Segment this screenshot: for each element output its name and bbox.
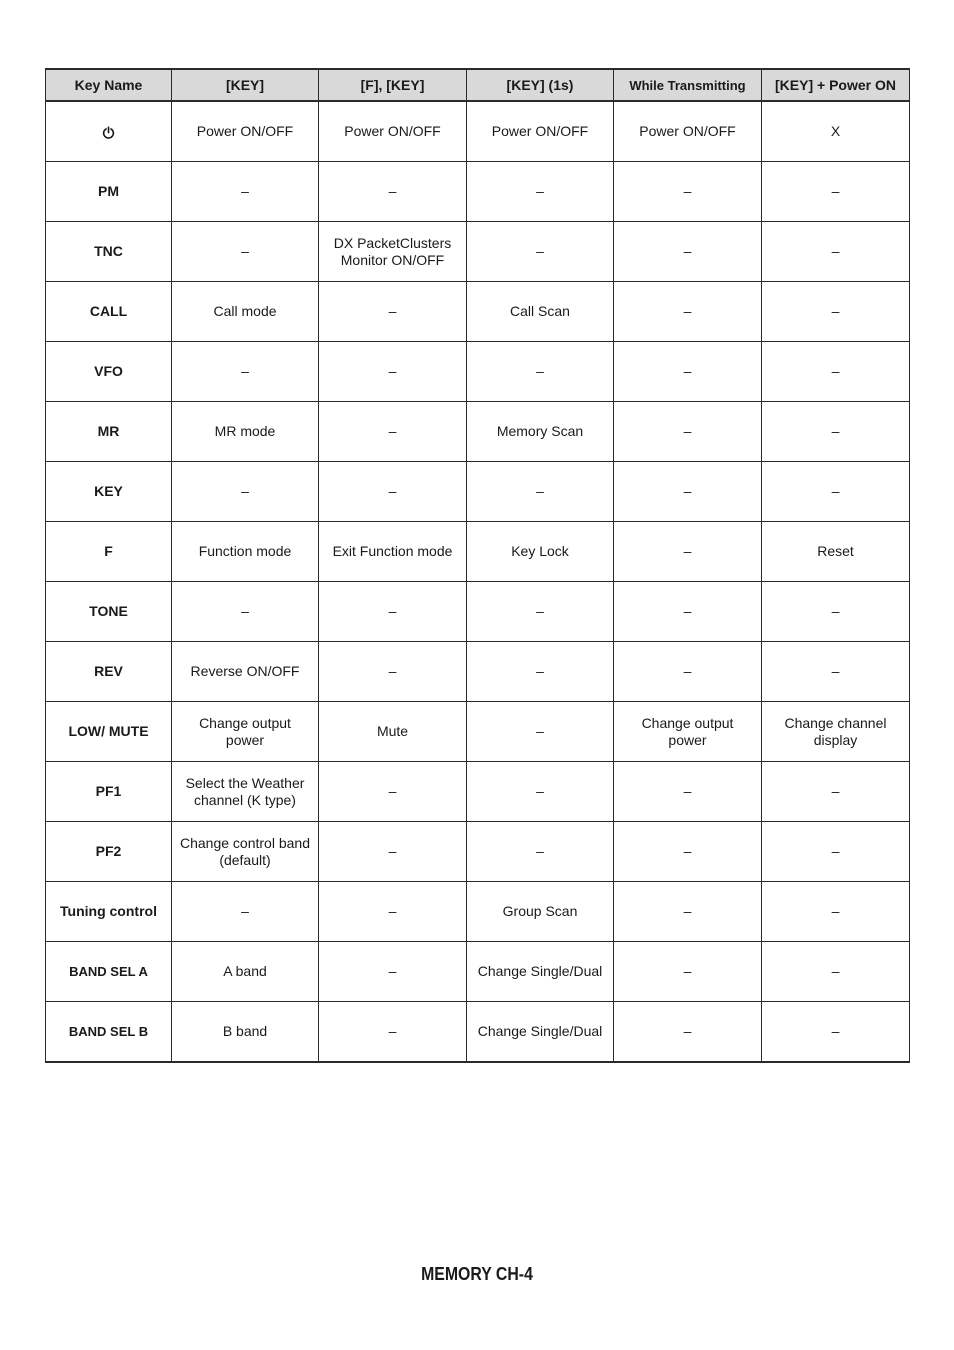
table-cell [762, 162, 910, 222]
cell-text: – [536, 243, 544, 259]
cell-text: – [831, 783, 840, 799]
cell-text: MR mode [214, 423, 276, 439]
cell-text: – [536, 723, 544, 739]
table-cell [614, 822, 762, 882]
table-cell [319, 101, 467, 162]
table-cell [319, 882, 467, 942]
table-cell [762, 642, 910, 702]
cell-text: Change channel display [784, 714, 887, 748]
table-cell [614, 402, 762, 462]
table-cell [762, 282, 910, 342]
table-cell [319, 222, 467, 282]
cell-text: – [388, 423, 397, 439]
table-row [46, 762, 910, 822]
cell-text: – [388, 483, 397, 499]
table-cell [172, 762, 319, 822]
cell-text: – [536, 603, 544, 619]
cell-text: – [241, 243, 249, 259]
table-row [46, 582, 910, 642]
table-row [46, 522, 910, 582]
page-footer-title: MEMORY CH-4 [421, 1264, 533, 1284]
table-cell [614, 282, 762, 342]
cell-text: Call Scan [510, 303, 570, 319]
key-name-cell [46, 162, 172, 222]
cell-text: X [830, 123, 841, 139]
cell-text: – [683, 603, 692, 619]
cell-text: Select the Weather channel (K type) [185, 774, 305, 808]
cell-text: – [831, 483, 840, 499]
table-cell [172, 522, 319, 582]
key-function-table [45, 68, 910, 1063]
cell-text: – [241, 363, 249, 379]
key-name-cell [46, 1002, 172, 1063]
key-name-label: PF2 [95, 843, 122, 859]
table-cell [467, 942, 614, 1002]
table-cell [172, 462, 319, 522]
cell-text: – [831, 183, 840, 199]
table-header-row [46, 69, 910, 101]
table-cell [319, 1002, 467, 1063]
cell-text: – [536, 783, 544, 799]
header-f-key: [F], [KEY] [319, 69, 467, 101]
table-cell [319, 522, 467, 582]
table-cell [614, 702, 762, 762]
cell-text: – [831, 243, 840, 259]
table-cell [172, 822, 319, 882]
key-name-cell [46, 942, 172, 1002]
cell-text: Key Lock [511, 543, 569, 559]
cell-text: Memory Scan [496, 423, 584, 439]
cell-text: Change output power [641, 714, 734, 748]
table-cell [614, 642, 762, 702]
cell-text: Power ON/OFF [491, 123, 589, 139]
power-icon [102, 126, 115, 139]
table-cell [467, 222, 614, 282]
key-name-cell [46, 702, 172, 762]
table-cell [172, 402, 319, 462]
key-name-label: CALL [89, 303, 128, 319]
table-cell [467, 342, 614, 402]
cell-text: – [241, 603, 249, 619]
key-name-cell [46, 282, 172, 342]
table-cell [319, 402, 467, 462]
table-cell [614, 1002, 762, 1063]
key-name-label: MR [97, 423, 120, 439]
cell-text: Exit Function mode [332, 543, 453, 559]
table-row [46, 162, 910, 222]
table-cell [614, 522, 762, 582]
table-cell [172, 1002, 319, 1063]
table-cell [762, 522, 910, 582]
table-row [46, 702, 910, 762]
key-name-label: LOW/ MUTE [68, 723, 149, 739]
table-cell [319, 762, 467, 822]
cell-text: – [831, 303, 840, 319]
table-cell [172, 582, 319, 642]
table-cell [467, 462, 614, 522]
table-cell [467, 1002, 614, 1063]
cell-text: – [831, 663, 840, 679]
header-key-power-on: [KEY] + Power ON [762, 69, 910, 101]
table-cell [614, 582, 762, 642]
cell-text: – [241, 903, 249, 919]
cell-text: – [388, 603, 397, 619]
table-cell [319, 462, 467, 522]
cell-text: Change output power [199, 714, 291, 748]
table-cell [762, 1002, 910, 1063]
table-cell [467, 822, 614, 882]
cell-text: – [388, 963, 397, 979]
cell-text: Group Scan [502, 903, 578, 919]
table-cell [762, 702, 910, 762]
table-row [46, 342, 910, 402]
table-row [46, 222, 910, 282]
table-row [46, 402, 910, 462]
table-row [46, 101, 910, 162]
table-cell [762, 582, 910, 642]
header-while-transmitting: While Transmitting [614, 69, 762, 101]
cell-text: – [388, 303, 397, 319]
table-cell [467, 282, 614, 342]
table-body [46, 101, 910, 1062]
key-name-label: Tuning control [60, 903, 157, 919]
key-name-cell [46, 642, 172, 702]
key-name-cell [46, 762, 172, 822]
key-name-label: BAND SEL B [68, 1024, 149, 1039]
table-row [46, 282, 910, 342]
cell-text: – [536, 183, 544, 199]
table-row [46, 822, 910, 882]
cell-text: – [831, 843, 840, 859]
cell-text: Power ON/OFF [639, 123, 736, 139]
table-cell [172, 342, 319, 402]
cell-text: – [683, 783, 692, 799]
table-cell [319, 822, 467, 882]
cell-text: Change Single/Dual [477, 963, 603, 979]
cell-text: – [241, 483, 249, 499]
cell-text: – [536, 483, 544, 499]
key-name-label: BAND SEL A [69, 964, 148, 979]
cell-text: – [683, 1023, 692, 1039]
table-cell [467, 582, 614, 642]
cell-text: – [683, 483, 692, 499]
table-row [46, 462, 910, 522]
table-cell [319, 942, 467, 1002]
table-cell [319, 642, 467, 702]
cell-text: Reverse ON/OFF [190, 663, 300, 679]
cell-text: Power ON/OFF [196, 123, 294, 139]
table-cell [172, 101, 319, 162]
table-cell [172, 282, 319, 342]
table-cell [467, 522, 614, 582]
table-cell [319, 582, 467, 642]
key-name-label: TNC [94, 243, 123, 259]
table-cell [762, 222, 910, 282]
cell-text: – [241, 183, 249, 199]
cell-text: – [683, 543, 692, 559]
table-cell [467, 402, 614, 462]
cell-text: Mute [376, 723, 409, 739]
cell-text: – [388, 663, 397, 679]
table-cell [467, 101, 614, 162]
header-key-name: Key Name [46, 69, 172, 101]
table-cell [762, 762, 910, 822]
cell-text: – [536, 363, 544, 379]
table-cell [762, 822, 910, 882]
table-cell [614, 882, 762, 942]
key-name-cell [46, 101, 172, 162]
cell-text: A band [223, 963, 267, 979]
key-name-label: TONE [89, 603, 128, 619]
cell-text: – [831, 1023, 840, 1039]
cell-text: – [831, 963, 840, 979]
key-name-label: VFO [94, 363, 123, 379]
cell-text: – [831, 603, 840, 619]
key-name-cell [46, 822, 172, 882]
key-name-cell [46, 882, 172, 942]
cell-text: – [683, 843, 692, 859]
cell-text: – [388, 1023, 397, 1039]
table-cell [762, 882, 910, 942]
table-cell [614, 342, 762, 402]
table-cell [614, 101, 762, 162]
table-cell [614, 942, 762, 1002]
cell-text: Reset [817, 543, 854, 559]
cell-text: – [683, 963, 692, 979]
cell-text: – [683, 663, 692, 679]
table-cell [319, 342, 467, 402]
table-cell [319, 162, 467, 222]
table-cell [762, 462, 910, 522]
cell-text: – [831, 363, 840, 379]
table-row [46, 882, 910, 942]
key-name-label: F [104, 543, 113, 559]
header-key: [KEY] [172, 69, 319, 101]
table-cell [467, 762, 614, 822]
table-cell [172, 882, 319, 942]
cell-text: – [683, 183, 692, 199]
table-cell [172, 222, 319, 282]
table-cell [762, 942, 910, 1002]
table-cell [467, 702, 614, 762]
key-name-cell [46, 402, 172, 462]
table-cell [762, 101, 910, 162]
table-cell [172, 702, 319, 762]
cell-text: – [388, 903, 397, 919]
header-key-1s: [KEY] (1s) [467, 69, 614, 101]
table-cell [172, 942, 319, 1002]
cell-text: Call mode [213, 303, 277, 319]
cell-text: – [536, 663, 544, 679]
key-name-label: PM [98, 183, 119, 199]
cell-text: – [388, 783, 397, 799]
table-cell [467, 162, 614, 222]
cell-text: – [388, 183, 397, 199]
key-name-label: PF1 [95, 783, 122, 799]
table-cell [319, 282, 467, 342]
cell-text: – [683, 363, 692, 379]
cell-text: B band [222, 1023, 268, 1039]
table-cell [319, 702, 467, 762]
table-cell [762, 342, 910, 402]
key-name-label: REV [94, 663, 123, 679]
cell-text: – [683, 423, 692, 439]
table-row [46, 1002, 910, 1063]
key-name-cell [46, 582, 172, 642]
table-row [46, 642, 910, 702]
cell-text: – [683, 243, 692, 259]
cell-text: DX PacketClusters Monitor ON/OFF [333, 234, 452, 268]
cell-text: – [831, 903, 840, 919]
table-row [46, 942, 910, 1002]
table-cell [762, 402, 910, 462]
cell-text: – [683, 903, 692, 919]
key-name-cell [46, 342, 172, 402]
table-cell [614, 462, 762, 522]
table-cell [467, 882, 614, 942]
table-cell [172, 642, 319, 702]
table-cell [172, 162, 319, 222]
table-cell [467, 642, 614, 702]
cell-text: – [388, 363, 397, 379]
key-name-cell [46, 522, 172, 582]
cell-text: – [388, 843, 397, 859]
cell-text: – [536, 843, 544, 859]
cell-text: Power ON/OFF [344, 123, 441, 139]
cell-text: Function mode [198, 543, 292, 559]
table-cell [614, 222, 762, 282]
table-cell [614, 762, 762, 822]
cell-text: – [831, 423, 840, 439]
cell-text: Change Single/Dual [477, 1023, 603, 1039]
key-name-label: KEY [94, 483, 123, 499]
key-name-cell [46, 462, 172, 522]
cell-text: Change control band (default) [180, 834, 310, 868]
key-name-cell [46, 222, 172, 282]
table-cell [614, 162, 762, 222]
cell-text: – [683, 303, 692, 319]
